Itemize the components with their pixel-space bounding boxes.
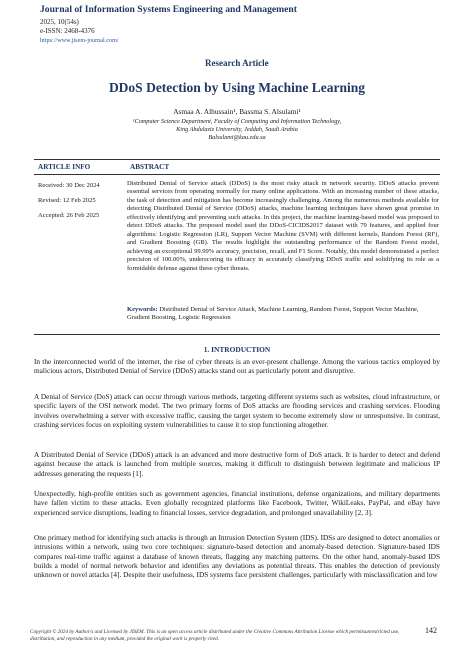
affiliation-line1: ¹Computer Science Department, Faculty of Computing and Information Technology,: [132, 118, 342, 125]
keywords-list: Distributed Denial of Service Attack, Machine Learning, Random Forest, Support Vector Machine, Gradient Boosting, Logistic Regression: [127, 306, 419, 322]
journal-url-link[interactable]: https://www.jisem-journal.com/: [40, 37, 119, 44]
paper-title: DDoS Detection by Using Machine Learning: [108, 80, 366, 95]
divider: [34, 159, 440, 160]
body-paragraph: A Denial of Service (DoS) attack can occur through various methods, targeting different systems such as websites, cloud infrastructure, or specific layers of the OSI network model. The two primary forms of DoS attacks are flooding services and crashing services. Flooding involves overwhelming a server with excessive traffic, causing the target system to become extremely slow or unresponsive. In contrast, crashing services focus on exploiting system vulnerabilities to cause it to stop functioning altogether.: [34, 392, 440, 429]
revised-date: Revised: 12 Feb 2025: [38, 197, 96, 204]
body-paragraph: One primary method for identifying such attacks is through an Intrusion Detection System (IDS). IDSs are designed to detect anomalies or intrusions within a network, using two core techniques: signature-based detection and anomaly-based detection. Signature-based IDS compares real-time traffic against a database of known threats, flagging any matching patterns. On the other hand, anomaly-based IDS builds a model of normal network behavior and identifies any deviations as potential threats. This enables the detection of previously unknown or novel attacks [4]. Despite their usefulness, IDS systems face persistent challenges, particularly with misclassification and low: [34, 533, 440, 580]
abstract-heading: ABSTRACT: [130, 163, 170, 171]
received-date: Received: 30 Dec 2024: [38, 182, 100, 189]
divider: [34, 174, 440, 175]
journal-issn: e-ISSN: 2468-4376: [40, 27, 95, 35]
abstract-text: Distributed Denial of Service attack (DDoS) is the most risky attack in network security. DDoS attacks prevent essential services from operating normally for many online applications. With an increasing number of these attacks, the task of detection and mitigation has become increasingly challenging. Among the numerous methods available for detecting Distributed Denial of Service (DDoS) attacks, machine learning techniques have shown great promise in effectively identifying and preventing such attacks. In this project, the machine learning-based model was proposed to detect DDoS attacks. The proposed model used the DDoS-CICIDS2017 dataset with 79 features, and applied four algorithms: Logistic Regression (LR), Support Vector Machine (SVM) with different kernels, Random Forest (RF), and Gradient Boosting (GB). The results highlight the outstanding performance of the Random Forest model, achieving an exceptional 99.99% accuracy, precision, recall, and F1 Score. Notably, this model demonstrated a perfect precision of 100.00%, underscoring its efficacy in accurately classifying DDoS traffic and solidifying its role as a formidable defense against these cyber threats.: [127, 180, 439, 272]
section-heading: 1. INTRODUCTION: [203, 345, 271, 354]
affiliation-line2: King Abdulaziz University, Jeddah, Saudi Arabia: [176, 126, 298, 133]
keywords-label: Keywords:: [127, 306, 158, 313]
keywords: [127, 306, 439, 323]
authors: Asmaa A. Alhussain¹, Bassma S. Alsulami¹: [173, 107, 301, 116]
accepted-date: Accepted: 26 Feb 2025: [38, 212, 100, 219]
journal-volume: 2025, 10(54s): [40, 18, 79, 26]
author-email: Balsulami@kau.edu.sa: [208, 134, 266, 141]
body-paragraph: In the interconnected world of the internet, the rise of cyber threats is an ever-present challenge. Among the various tactics employed by malicious actors, Distributed Denial of Service (DDoS) attacks stand out as particularly potent and disruptive.: [34, 357, 440, 376]
journal-name: Journal of Information Systems Engineering and Management: [40, 4, 297, 15]
copyright-footer: Copyright © 2024 by Author/s and Licensed by JISEM. This is an open access article distributed under the Creative Commons Attribution License which permitsunrestricted use, distribution, and reproduction in any medium, provided the original work is properly cited.: [30, 629, 400, 642]
divider: [34, 334, 440, 335]
body-paragraph: A Distributed Denial of Service (DDoS) attack is an advanced and more destructive form of DoS attack. It is harder to detect and defend against because the attack is launched from multiple sources, making it difficult to distinguish between legitimate and malicious IP addresses generating the requests [1].: [34, 450, 440, 478]
article-info-heading: ARTICLE INFO: [38, 163, 91, 171]
page-number: 142: [425, 626, 437, 635]
body-paragraph: Unexpectedly, high-profile entities such as government agencies, financial institutions, defense organizations, and military departments have fallen victim to these attacks. Even globally recognized platforms like Facebook, Twitter, WikiLeaks, PayPal, and eBay have experienced service disruptions, leading to financial losses, service degradation, and prolonged unavailability [2, 3].: [34, 489, 440, 517]
article-type: Research Article: [205, 58, 269, 68]
